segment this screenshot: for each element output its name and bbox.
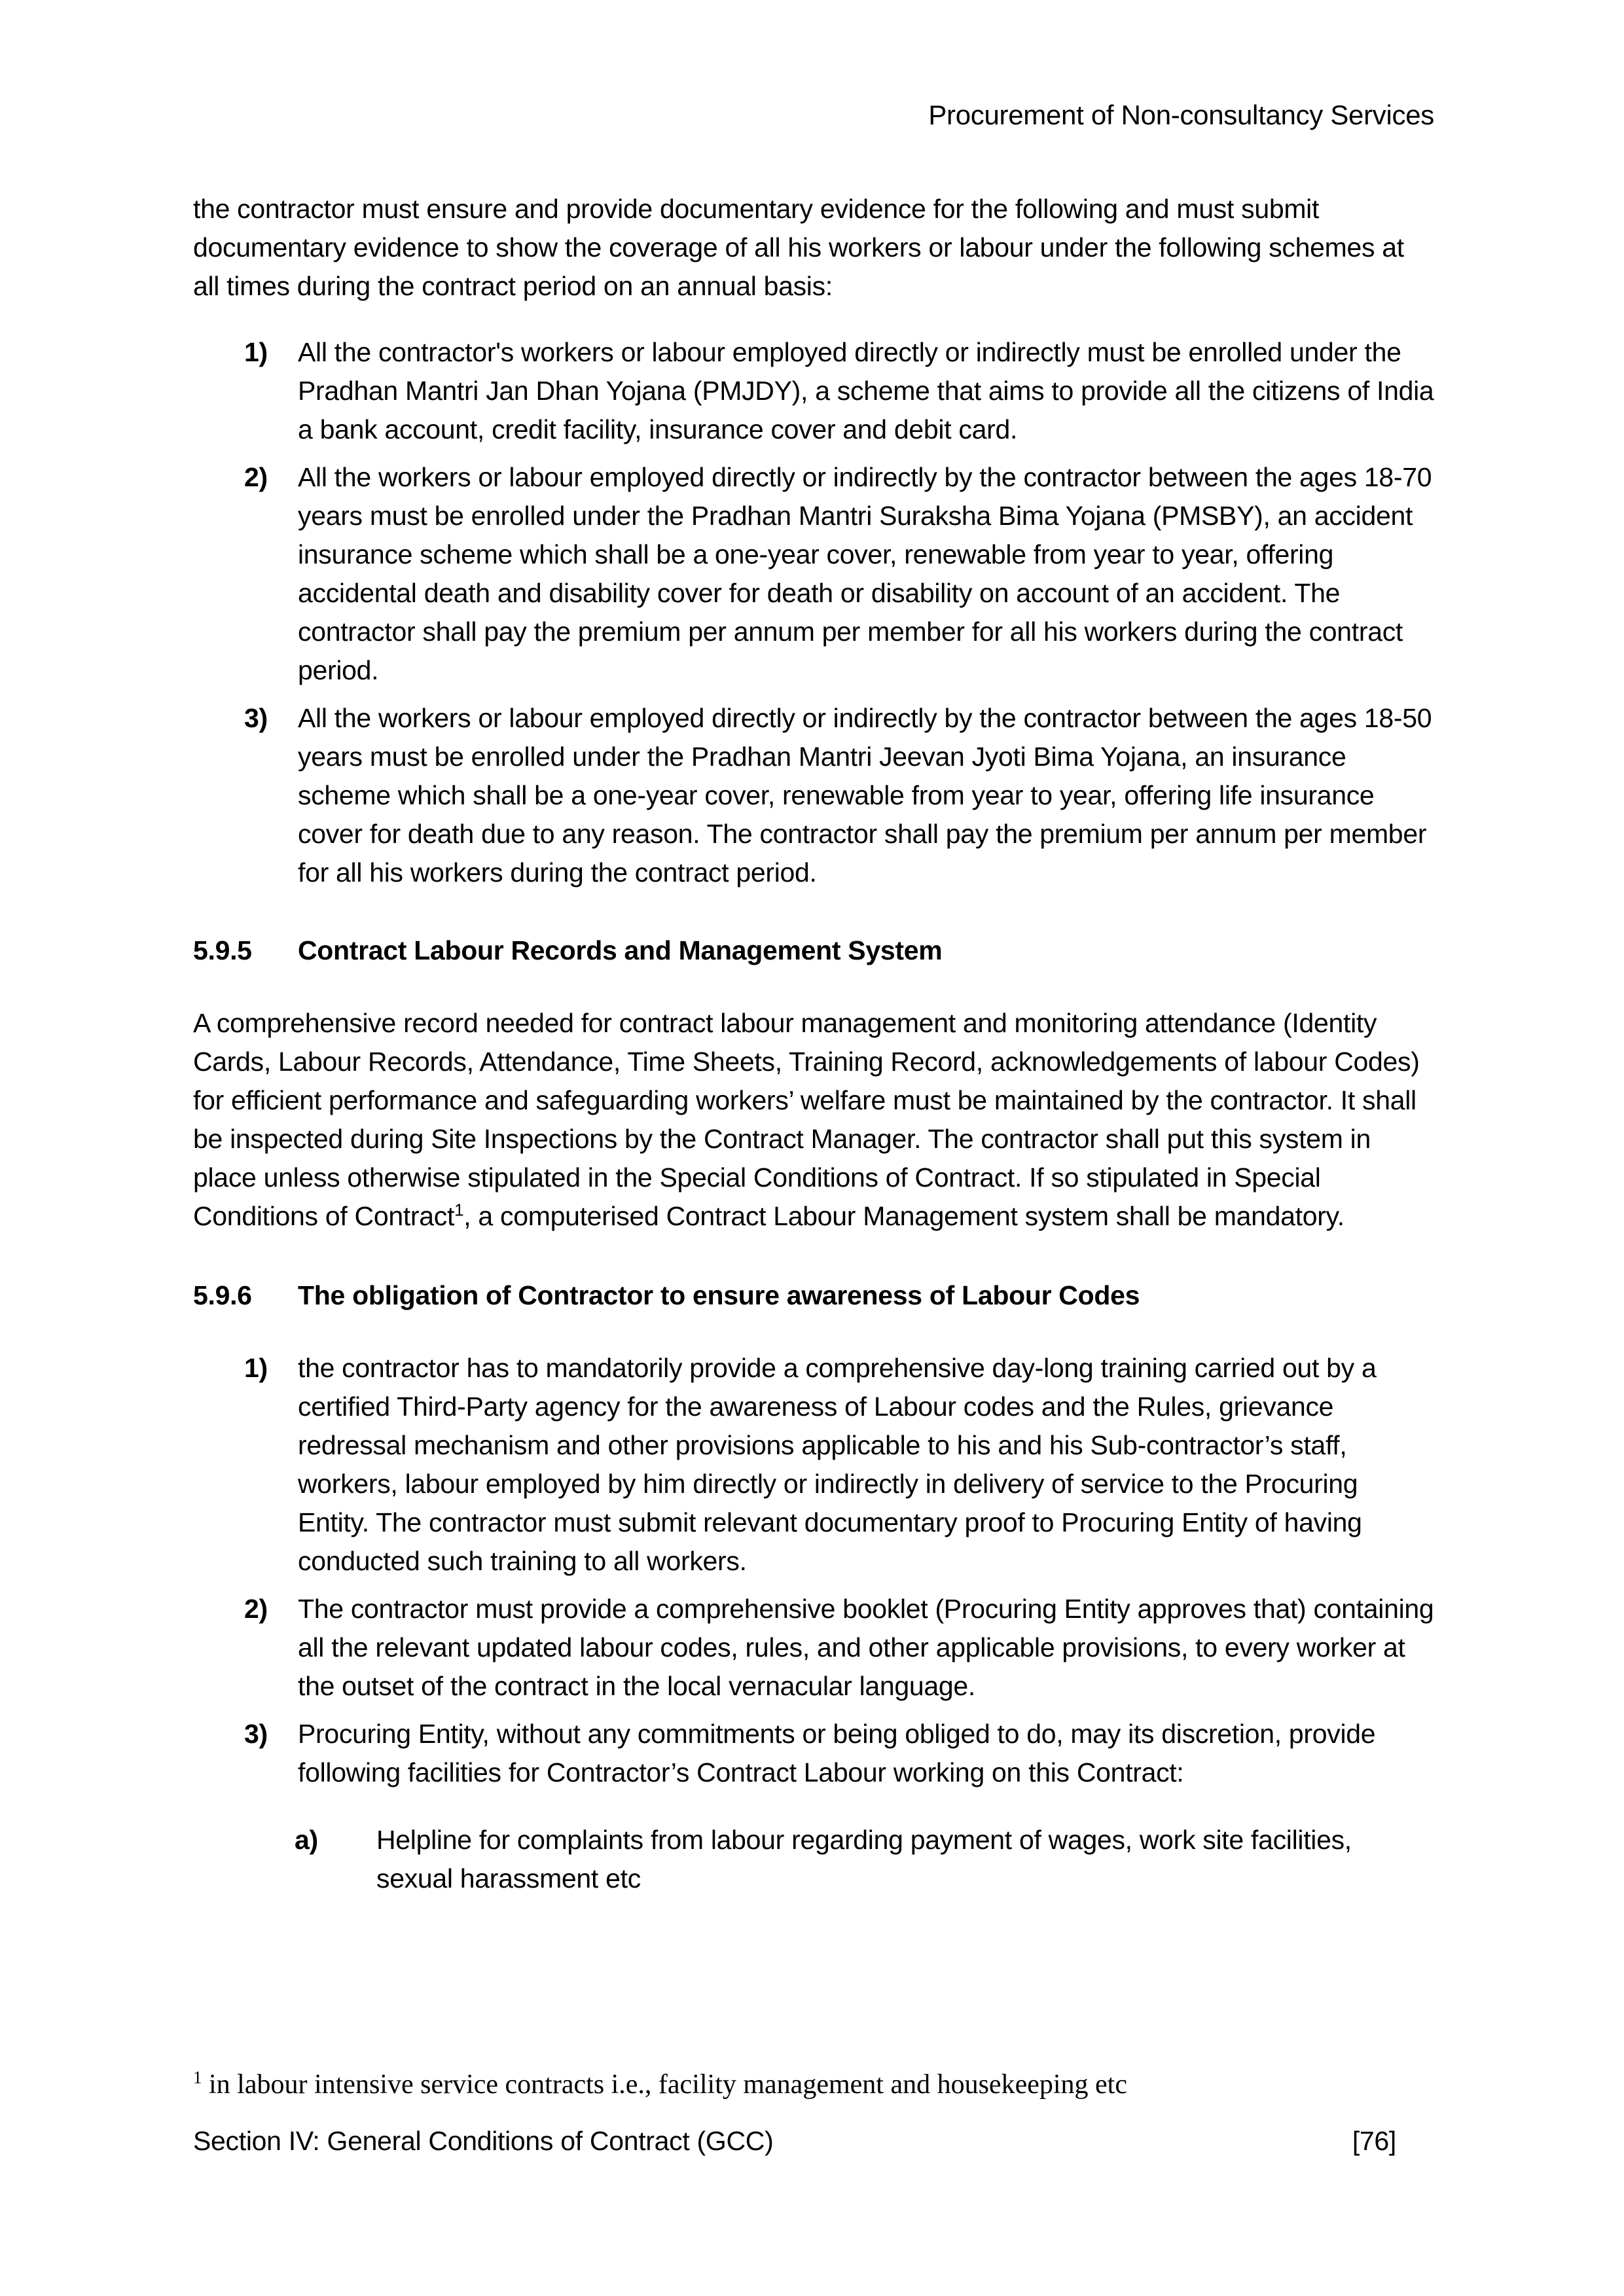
list-item (193, 1349, 1434, 1581)
list-item (193, 1590, 1434, 1706)
section-595-paragraph (193, 1004, 1434, 1236)
item-text: Procuring Entity, without any commitments or being obliged to do, may its discretion, provide following facilities for Contractor’s Contract Labour working on this Contract: (298, 1719, 1376, 1787)
heading-number: 5.9.6 (193, 1280, 252, 1310)
heading-number: 5.9.5 (193, 935, 252, 965)
section-heading-595 (193, 931, 1434, 970)
item-number: 1) (244, 337, 268, 367)
subitem-letter: a) (295, 1825, 318, 1855)
item-number: 3) (244, 703, 268, 733)
footnote (193, 2067, 1434, 2102)
list-item (193, 333, 1434, 449)
footer-section-label: Section IV: General Conditions of Contract (GCC) (193, 2126, 774, 2156)
scheme-list (193, 333, 1434, 892)
page-number: [76] (1352, 2126, 1396, 2156)
item-text: All the workers or labour employed directly or indirectly by the contractor between the ages 18-70 years must be enrolled under the Pradhan Mantri Suraksha Bima Yojana (PMSBY), an accident insurance scheme which shall be a one-year cover, renewable from year to year, offering accidental death and disability cover for death or disability on account of an accident. The contractor shall pay the premium per annum per member for all his workers during the contract period. (298, 462, 1432, 685)
item-number: 2) (244, 1594, 268, 1624)
heading-title: Contract Labour Records and Management System (298, 935, 943, 965)
item-text: All the workers or labour employed directly or indirectly by the contractor between the ages 18-50 years must be enrolled under the Pradhan Mantri Jeevan Jyoti Bima Yojana, an insurance scheme which shall be a one-year cover, renewable from year to year, offering life insurance cover for death due to any reason. The contractor shall pay the premium per annum per member for all his workers during the contract period. (298, 703, 1432, 888)
item-number: 1) (244, 1353, 268, 1383)
sublist-item (193, 1821, 1434, 1898)
intro-paragraph: the contractor must ensure and provide documentary evidence for the following and must submit documentary evidence to show the coverage of all his workers or labour under the following schemes at all times during the contract period on an annual basis: (193, 194, 1404, 301)
page-footer (193, 2123, 1434, 2159)
item-number: 2) (244, 462, 268, 492)
obligation-list (193, 1349, 1434, 1792)
footnote-marker: 1 (193, 2068, 202, 2087)
heading-title: The obligation of Contractor to ensure awareness of Labour Codes (298, 1280, 1140, 1310)
footnote-text: in labour intensive service contracts i.e., facility management and housekeeping etc (202, 2070, 1127, 2100)
paragraph-text: A comprehensive record needed for contract labour management and monitoring attendance (Identity Cards, Labour Records, Attendance, Time Sheets, Training Record, acknowledgements of labour Codes) for efficient performance and safeguarding workers’ welfare must be maintained by the contractor. It shall be inspected during Site Inspections by the Contract Manager. The contractor shall put this system in place unless otherwise stipulated in the Special Conditions of Contract. If so stipulated in Special Conditions of Contract (193, 1008, 1420, 1231)
list-item (193, 699, 1434, 892)
item-text: The contractor must provide a comprehensive booklet (Procuring Entity approves that) containing all the relevant updated labour codes, rules, and other applicable provisions, to every worker at the outset of the contract in the local vernacular language. (298, 1594, 1434, 1701)
page-header (193, 98, 1434, 132)
item-text: the contractor has to mandatorily provide a comprehensive day-long training carried out by a certified Third-Party agency for the awareness of Labour codes and the Rules, grievance redressal mechanism and other provisions applicable to his and his Sub-contractor’s staff, workers, labour employed by him directly or indirectly in delivery of service to the Procuring Entity. The contractor must submit relevant documentary proof to Procuring Entity of having conducted such training to all workers. (298, 1353, 1377, 1576)
item-text: All the contractor's workers or labour employed directly or indirectly must be enrolled under the Pradhan Mantri Jan Dhan Yojana (PMJDY), a scheme that aims to provide all the citizens of India a bank account, credit facility, insurance cover and debit card. (298, 337, 1434, 444)
page-content (193, 98, 1434, 1898)
section-heading-596 (193, 1276, 1434, 1315)
list-item (193, 458, 1434, 690)
footnote-reference: 1 (454, 1200, 464, 1220)
subitem-text: Helpline for complaints from labour regarding payment of wages, work site facilities, sexual harassment etc (376, 1825, 1352, 1893)
item-number: 3) (244, 1719, 268, 1749)
paragraph-text: , a computerised Contract Labour Management system shall be mandatory. (463, 1201, 1344, 1231)
header-title: Procurement of Non-consultancy Services (928, 99, 1434, 130)
facility-sublist (193, 1821, 1434, 1898)
list-item (193, 1715, 1434, 1792)
